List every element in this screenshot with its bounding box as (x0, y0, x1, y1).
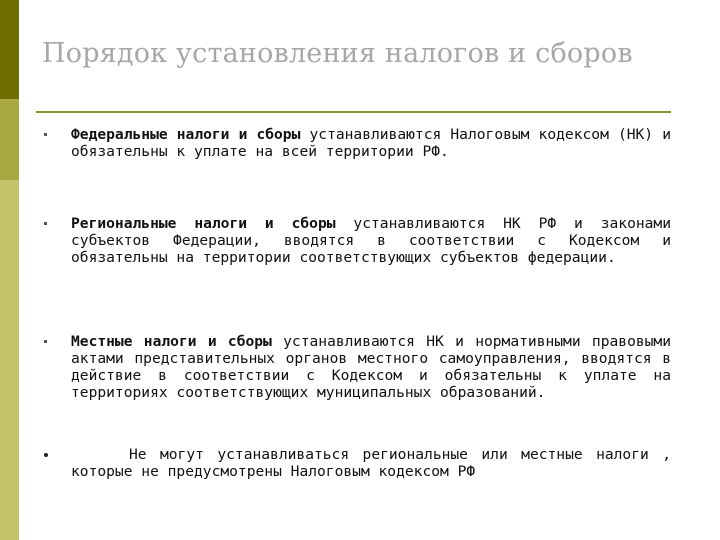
item-text (71, 126, 671, 160)
item-body: устанавливаются НК и нормативными правовыми актами представительных органов местного самоуправления, вводятся в действие в соответствии с Кодексом и обязательны к уплате на территориях соответствующих муниципальных образований. (71, 333, 672, 401)
bullet-icon (44, 133, 47, 136)
left-accent-bar-lower (0, 180, 19, 540)
bullet-icon (44, 222, 47, 225)
item-text (71, 215, 671, 266)
bullet-icon (44, 340, 47, 343)
item-bold-lead: Региональные налоги и сборы (71, 215, 336, 232)
slide-title: Порядок установления налогов и сборов (42, 38, 633, 69)
item-bold-lead: Местные налоги и сборы (71, 333, 272, 350)
title-divider (36, 111, 671, 113)
item-text (71, 333, 671, 401)
item-body: устанавливаются НК РФ и законами субъектов Федерации, вводятся в соответствии с Кодексом и обязательны на территории соответствующих субъектов федерации. (71, 215, 671, 266)
item-text (71, 446, 671, 480)
item-bold-lead: Федеральные налоги и сборы (71, 126, 301, 143)
item-body: Не могут устанавливаться региональные или местные налоги , которые не предусмотрены Налоговым кодексом РФ (71, 446, 671, 480)
left-accent-bar-top (0, 0, 19, 99)
item-body: устанавливаются Налоговым кодексом (НК) и обязательны к уплате на всей территории РФ. (71, 126, 671, 160)
bullet-icon (44, 453, 48, 457)
